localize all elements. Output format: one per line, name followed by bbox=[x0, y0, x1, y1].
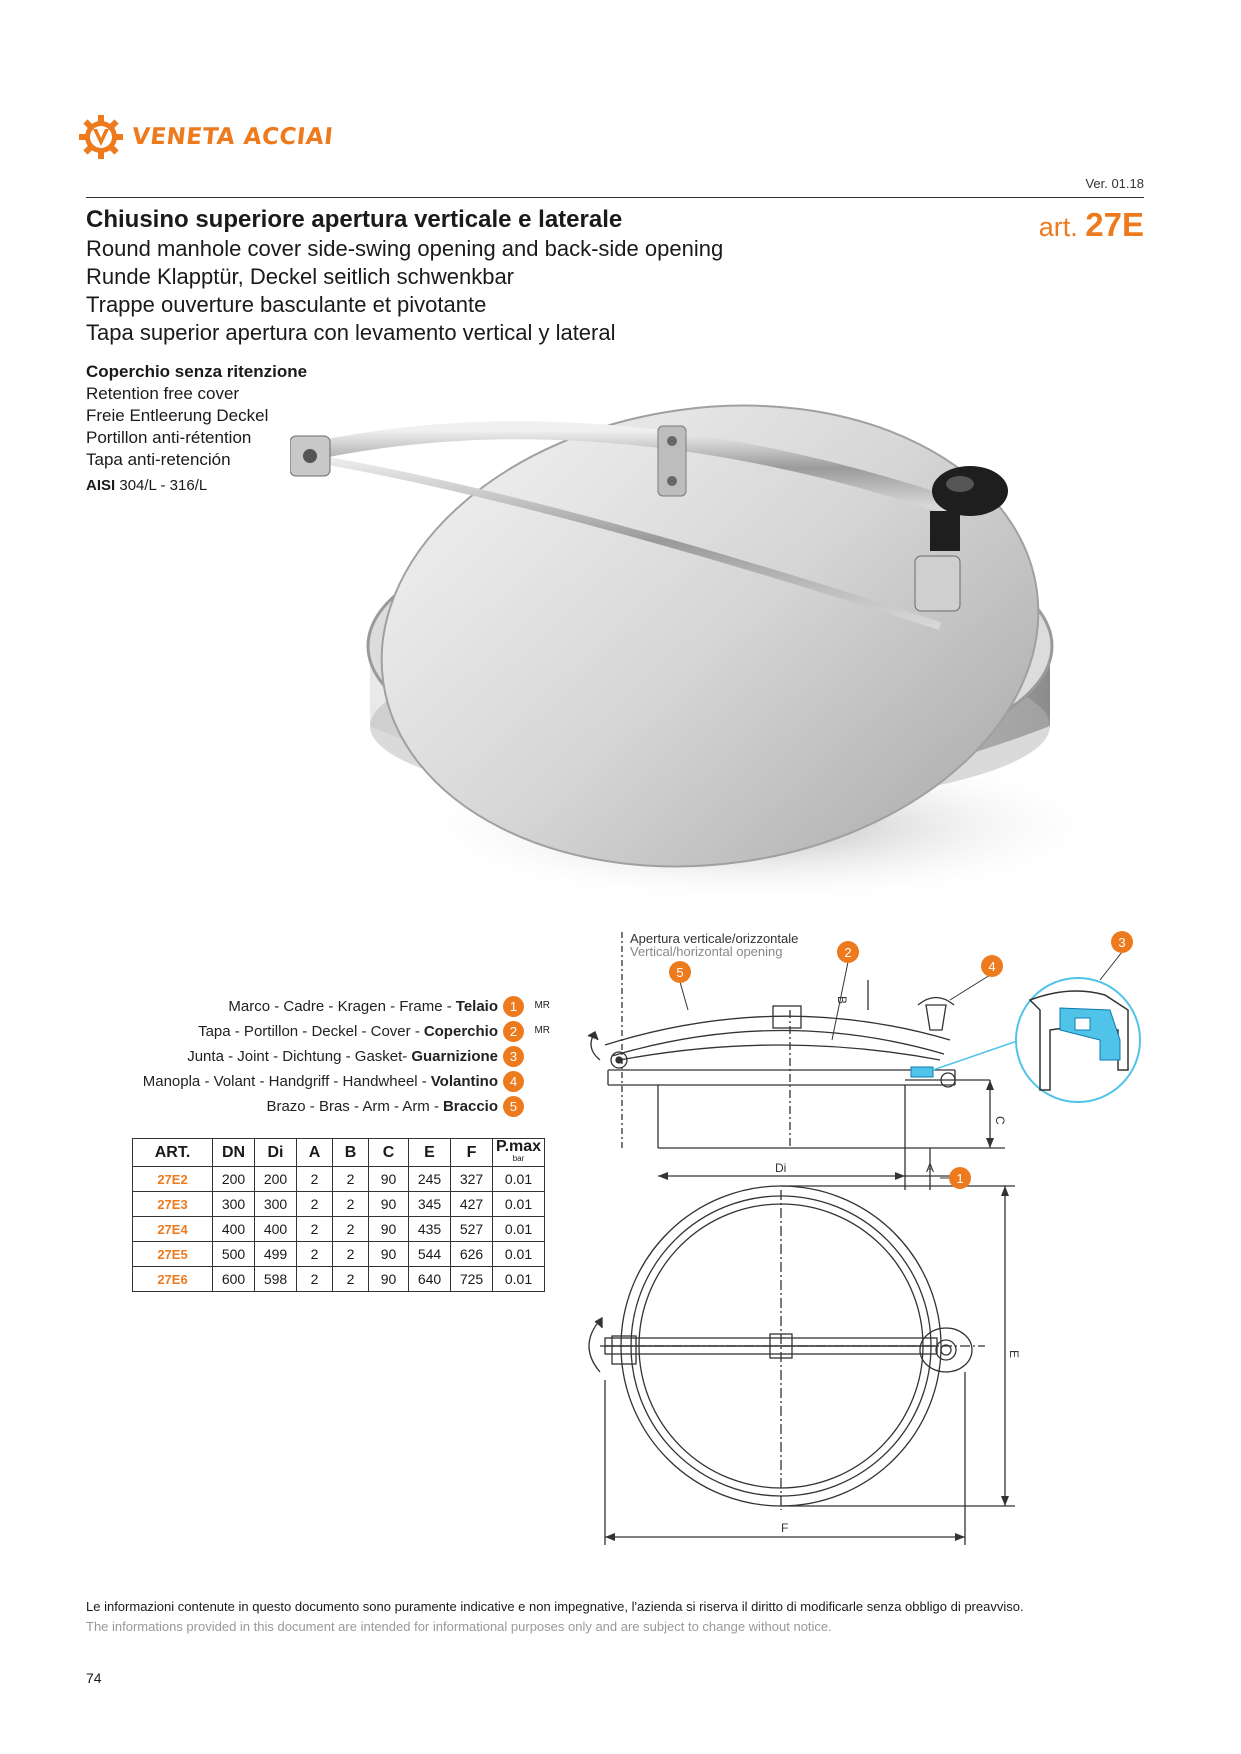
material-spec bbox=[86, 475, 307, 497]
legend-bold: Telaio bbox=[455, 998, 498, 1015]
legend-text: Tapa - Portillon - Deckel - Cover - bbox=[198, 1023, 420, 1040]
cell-di: 598 bbox=[255, 1267, 297, 1292]
legend-bold: Volantino bbox=[430, 1073, 498, 1090]
cell-f: 626 bbox=[451, 1242, 493, 1267]
legend-item-frame bbox=[60, 994, 560, 1019]
subtitle-french: Portillon anti-rétention bbox=[86, 428, 252, 447]
legend-item-handwheel bbox=[60, 1069, 560, 1094]
disclaimer-english: The informations provided in this document are intended for informational purposes only and are subject to change without notice. bbox=[86, 1619, 832, 1634]
table-row bbox=[133, 1217, 545, 1242]
col-header-c: C bbox=[369, 1139, 409, 1167]
callout-3: 3 bbox=[1118, 935, 1126, 950]
article-code bbox=[1039, 206, 1144, 244]
title-spanish: Tapa superior apertura con levamento vertical y lateral bbox=[86, 320, 616, 345]
drawing-caption-english: Vertical/horizontal opening bbox=[630, 944, 783, 959]
material-value: 304/L - 316/L bbox=[119, 477, 208, 494]
cell-di: 200 bbox=[255, 1167, 297, 1192]
callout-1: 1 bbox=[956, 1171, 964, 1186]
cell-pmax: 0.01 bbox=[493, 1217, 545, 1242]
dim-label-a: A bbox=[926, 1161, 935, 1175]
cell-f: 725 bbox=[451, 1267, 493, 1292]
cell-di: 400 bbox=[255, 1217, 297, 1242]
legend-note: MR bbox=[534, 1000, 550, 1011]
dim-label-c: C bbox=[993, 1116, 1007, 1125]
drawing-caption-italian: Apertura verticale/orizzontale bbox=[630, 931, 799, 946]
col-header-art: ART. bbox=[133, 1139, 213, 1167]
table-header-row bbox=[133, 1139, 545, 1167]
legend-text: Marco - Cadre - Kragen - Frame - bbox=[228, 998, 452, 1015]
cell-c: 90 bbox=[369, 1242, 409, 1267]
legend-item-gasket bbox=[60, 1044, 560, 1069]
pmax-label: P.max bbox=[495, 1137, 542, 1155]
legend-text: Junta - Joint - Dichtung - Gasket- bbox=[187, 1048, 408, 1065]
callout-4: 4 bbox=[988, 959, 996, 974]
pmax-unit: bar bbox=[512, 1153, 525, 1163]
brand-name: VENETA ACCIAI bbox=[130, 124, 335, 150]
parts-legend bbox=[60, 994, 560, 1119]
cell-di: 499 bbox=[255, 1242, 297, 1267]
cell-art: 27E6 bbox=[133, 1267, 213, 1292]
legend-number-badge: 4 bbox=[503, 1071, 524, 1092]
legend-item-arm bbox=[60, 1094, 560, 1119]
cell-dn: 500 bbox=[213, 1242, 255, 1267]
header-divider bbox=[86, 197, 1144, 198]
brand-logo bbox=[78, 112, 338, 162]
callout-2: 2 bbox=[844, 945, 852, 960]
cell-b: 2 bbox=[333, 1192, 369, 1217]
cell-c: 90 bbox=[369, 1217, 409, 1242]
cell-dn: 600 bbox=[213, 1267, 255, 1292]
cell-a: 2 bbox=[297, 1217, 333, 1242]
cell-c: 90 bbox=[369, 1267, 409, 1292]
product-photo bbox=[290, 396, 1120, 926]
dim-label-di: Di bbox=[775, 1161, 787, 1175]
cell-a: 2 bbox=[297, 1242, 333, 1267]
cell-f: 427 bbox=[451, 1192, 493, 1217]
gasket-highlight bbox=[911, 1067, 933, 1077]
cell-e: 435 bbox=[409, 1217, 451, 1242]
cell-b: 2 bbox=[333, 1242, 369, 1267]
cell-a: 2 bbox=[297, 1167, 333, 1192]
technical-drawing bbox=[575, 930, 1150, 1550]
legend-number-badge: 2 bbox=[503, 1021, 524, 1042]
cell-b: 2 bbox=[333, 1217, 369, 1242]
title-french: Trappe ouverture basculante et pivotante bbox=[86, 292, 487, 317]
cell-pmax: 0.01 bbox=[493, 1242, 545, 1267]
article-number: 27E bbox=[1085, 206, 1144, 243]
legend-number-badge: 5 bbox=[503, 1096, 524, 1117]
subtitle-german: Freie Entleerung Deckel bbox=[86, 406, 269, 425]
cell-dn: 400 bbox=[213, 1217, 255, 1242]
cell-pmax: 0.01 bbox=[493, 1267, 545, 1292]
cell-dn: 300 bbox=[213, 1192, 255, 1217]
table-row bbox=[133, 1242, 545, 1267]
col-header-pmax bbox=[493, 1139, 545, 1167]
subtitle-italian: Coperchio senza ritenzione bbox=[86, 362, 308, 381]
article-prefix: art. bbox=[1038, 212, 1078, 242]
cell-e: 245 bbox=[409, 1167, 451, 1192]
legend-bold: Braccio bbox=[442, 1098, 498, 1115]
col-header-f: F bbox=[451, 1139, 493, 1167]
page-number: 74 bbox=[86, 1670, 102, 1686]
dim-label-f: F bbox=[781, 1521, 789, 1535]
legend-text: Brazo - Bras - Arm - Arm - bbox=[266, 1098, 439, 1115]
col-header-di: Di bbox=[255, 1139, 297, 1167]
col-header-dn: DN bbox=[213, 1139, 255, 1167]
table-row bbox=[133, 1167, 545, 1192]
legend-bold: Coperchio bbox=[423, 1023, 498, 1040]
cell-art: 27E2 bbox=[133, 1167, 213, 1192]
cell-c: 90 bbox=[369, 1192, 409, 1217]
cell-a: 2 bbox=[297, 1267, 333, 1292]
legend-number-badge: 3 bbox=[503, 1046, 524, 1067]
cell-dn: 200 bbox=[213, 1167, 255, 1192]
title-german: Runde Klapptür, Deckel seitlich schwenkbar bbox=[86, 264, 515, 289]
cell-a: 2 bbox=[297, 1192, 333, 1217]
cell-b: 2 bbox=[333, 1267, 369, 1292]
legend-bold: Guarnizione bbox=[411, 1048, 498, 1065]
gear-logo-icon bbox=[78, 114, 124, 160]
material-label: AISI bbox=[86, 477, 116, 494]
cell-art: 27E5 bbox=[133, 1242, 213, 1267]
dim-label-b: B bbox=[835, 996, 849, 1005]
legend-text: Manopla - Volant - Handgriff - Handwheel - bbox=[142, 1073, 427, 1090]
cell-pmax: 0.01 bbox=[493, 1167, 545, 1192]
callout-5: 5 bbox=[676, 965, 684, 980]
cell-art: 27E3 bbox=[133, 1192, 213, 1217]
table-row bbox=[133, 1192, 545, 1217]
dim-label-e: E bbox=[1007, 1350, 1021, 1359]
title-italian: Chiusino superiore apertura verticale e laterale bbox=[86, 206, 623, 233]
subtitle-english: Retention free cover bbox=[86, 384, 240, 403]
product-subtitles bbox=[86, 361, 307, 497]
cell-pmax: 0.01 bbox=[493, 1192, 545, 1217]
cell-c: 90 bbox=[369, 1167, 409, 1192]
col-header-e: E bbox=[409, 1139, 451, 1167]
legend-number-badge: 1 bbox=[503, 996, 524, 1017]
title-english: Round manhole cover side-swing opening and back-side opening bbox=[86, 236, 724, 261]
cell-art: 27E4 bbox=[133, 1217, 213, 1242]
product-titles bbox=[86, 205, 723, 347]
cell-e: 345 bbox=[409, 1192, 451, 1217]
col-header-b: B bbox=[333, 1139, 369, 1167]
cell-b: 2 bbox=[333, 1167, 369, 1192]
legend-note: MR bbox=[534, 1025, 550, 1036]
cell-di: 300 bbox=[255, 1192, 297, 1217]
subtitle-spanish: Tapa anti-retención bbox=[86, 450, 231, 469]
col-header-a: A bbox=[297, 1139, 333, 1167]
disclaimer-italian: Le informazioni contenute in questo documento sono puramente indicative e non impegnative, l'azienda si riserva il diritto di modificarle senza obbligo di preavviso. bbox=[86, 1599, 1024, 1614]
table-row bbox=[133, 1267, 545, 1292]
cell-f: 327 bbox=[451, 1167, 493, 1192]
cell-e: 640 bbox=[409, 1267, 451, 1292]
version-label: Ver. 01.18 bbox=[1085, 176, 1144, 191]
dimensions-table bbox=[132, 1138, 545, 1292]
legend-item-cover bbox=[60, 1019, 560, 1044]
cell-f: 527 bbox=[451, 1217, 493, 1242]
disclaimer bbox=[86, 1597, 1024, 1637]
cell-e: 544 bbox=[409, 1242, 451, 1267]
